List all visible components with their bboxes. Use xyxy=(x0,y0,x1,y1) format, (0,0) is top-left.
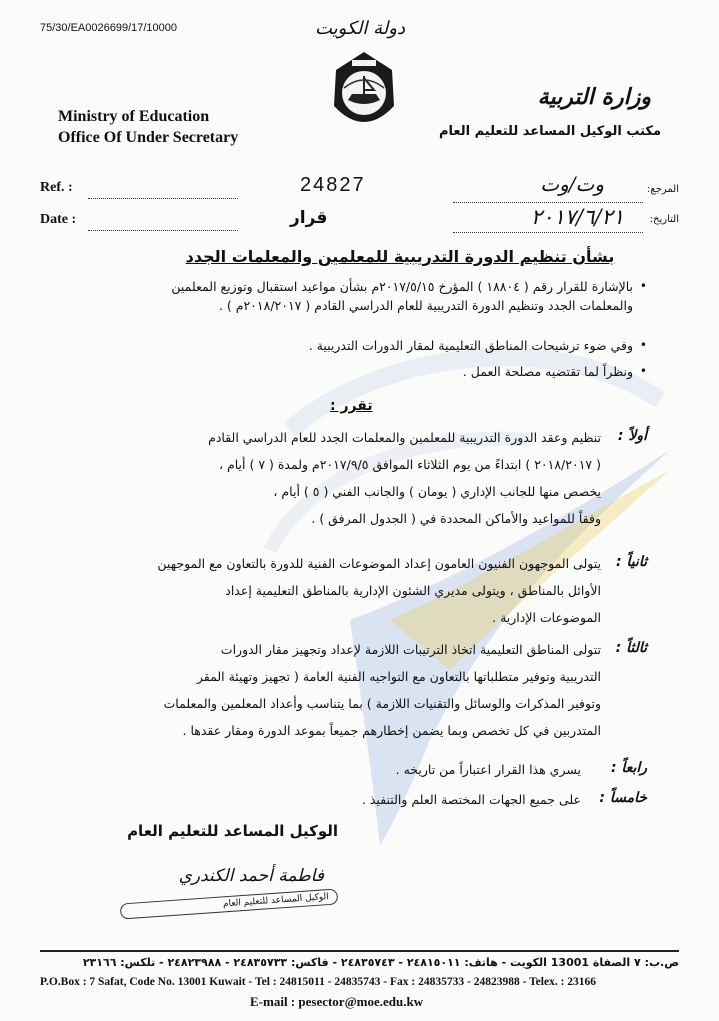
article-body xyxy=(101,786,581,813)
article-body xyxy=(91,550,601,631)
footer-divider xyxy=(40,950,679,952)
decree-title: قرار xyxy=(290,208,328,228)
preamble-line: • وفي ضوء ترشيحات المناطق التعليمية لمقار الدورات التدريبية . xyxy=(308,338,633,353)
article-line: يتولى الموجهون الفنيون العامون إعداد الموضوعات الفنية للدورة بالتعاون مع الموجهين xyxy=(157,556,601,571)
footer-english: P.O.Box : 7 Safat, Code No. 13001 Kuwait - Tel : 24815011 - 24835743 - Fax : 24835733 - 24823988 - Telex. : 23166 xyxy=(40,976,597,988)
office-name-ar: مكتب الوكيل المساعد للتعليم العام xyxy=(438,124,661,139)
article-line: التدريبية وتوفير متطلباتها بالتعاون مع التواجيه الفنية العامة ( تجهيز وتهيئة المقر xyxy=(196,669,601,684)
article-line: وفقاً للمواعيد والأماكن المحددة في ( الجدول المرفق ) . xyxy=(311,511,601,526)
footer-email: E-mail : pesector@moe.edu.kw xyxy=(250,994,424,1009)
preamble-line: • ونظراً لما تقتضيه مصلحة العمل . xyxy=(462,364,633,379)
article-line: المتدربين في كل تخصص وبما يضمن إخطارهم جميعاً بموعد الدورة ومقار عقدها . xyxy=(182,723,601,738)
article-label: ثالثاً : xyxy=(615,640,647,656)
article-label: خامساً : xyxy=(599,790,647,806)
handwritten-date: ٢٠١٧/٦/٢١ xyxy=(530,205,624,229)
official-stamp: الوكيل المساعد للتعليم العام xyxy=(120,888,339,919)
state-name: دولة الكويت xyxy=(315,18,405,39)
handwritten-ref: وت/وت xyxy=(540,172,604,196)
article-line: يسري هذا القرار اعتباراً من تاريخه . xyxy=(395,762,581,777)
signatory-title: الوكيل المساعد للتعليم العام xyxy=(127,822,338,840)
ministry-line: Ministry of Education xyxy=(58,108,210,125)
preamble-line: والمعلمات الجدد وتنظيم الدورة التدريبية للعام الدراسي القادم ( ٢٠١٨/٢٠١٧م ) . xyxy=(218,298,633,313)
article-line: تنظيم وعقد الدورة التدريبية للمعلمين والمعلمات الجدد للعام الدراسي القادم xyxy=(208,430,601,445)
date-label: Date : xyxy=(40,212,77,227)
ref-number: 24827 xyxy=(300,174,366,196)
article-body xyxy=(91,424,601,532)
ministry-name-en xyxy=(58,106,238,148)
preamble-line: • بالإشارة للقرار رقم ( ١٨٨٠٤ ) المؤرخ ٢٠١٧/٥/١٥م بشأن مواعيد استقبال وتوزيع المعلمين xyxy=(171,279,633,294)
article-line: على جميع الجهات المختصة العلم والتنفيذ . xyxy=(361,792,581,807)
article-line: تتولى المناطق التعليمية اتخاذ الترتيبات اللازمة لإعداد وتجهيز مقار الدورات xyxy=(220,642,601,657)
preamble-item xyxy=(103,277,633,315)
signatory-name: فاطمة أحمد الكندري xyxy=(178,866,324,886)
article-label: رابعاً : xyxy=(610,760,647,776)
article-line: وتوفير المذكرات والوسائل والتقنيات اللازمة ) بما يتناسب وأعداد المعلمين والمعلمات xyxy=(163,696,601,711)
article-line: الموضوعات الإدارية . xyxy=(492,610,601,625)
footer-arabic: ص.ب: ٧ الصفاة 13001 الكويت - هاتف: ٢٤٨١٥٠١١ - ٢٤٨٣٥٧٤٣ - فاكس: ٢٤٨٣٥٧٣٣ - ٢٤٨٢٣٩٨٨ - تلكس: ٢٣١٦٦ xyxy=(82,956,679,969)
ref-label: Ref. : xyxy=(40,180,73,195)
date-dotted-line xyxy=(88,216,238,231)
article-line: يخصص منها للجانب الإداري ( يومان ) والجانب الفني ( ٥ ) أيام ، xyxy=(273,484,601,499)
preamble-item xyxy=(103,362,633,381)
ministry-name-ar: وزارة التربية xyxy=(537,84,651,110)
office-line: Office Of Under Secretary xyxy=(58,129,239,146)
ar-ref-label: المرجع: xyxy=(647,184,679,195)
decides-heading: تقرر : xyxy=(330,398,373,414)
article-label: أولاً : xyxy=(617,428,647,444)
article-body xyxy=(91,636,601,744)
subject-title: بشأن تنظيم الدورة التدريبية للمعلمين والمعلمات الجدد xyxy=(185,247,615,266)
article-label: ثانياً : xyxy=(615,554,647,570)
article-line: ( ٢٠١٨/٢٠١٧ ) ابتداءً من يوم الثلاثاء الموافق ٢٠١٧/٩/٥م ولمدة ( ٧ ) أيام ، xyxy=(218,457,601,472)
article-line: الأوائل بالمناطق ، ويتولى مديري الشئون الإدارية بالمناطق التعليمية إعداد xyxy=(225,583,601,598)
article-body xyxy=(101,756,581,783)
ar-date-label: التاريخ: xyxy=(649,214,679,225)
preamble-item xyxy=(103,336,633,355)
document-id: 75/30/EA0026699/17/10000 xyxy=(40,22,178,34)
kuwait-emblem xyxy=(322,48,406,140)
ref-dotted-line xyxy=(88,184,238,199)
